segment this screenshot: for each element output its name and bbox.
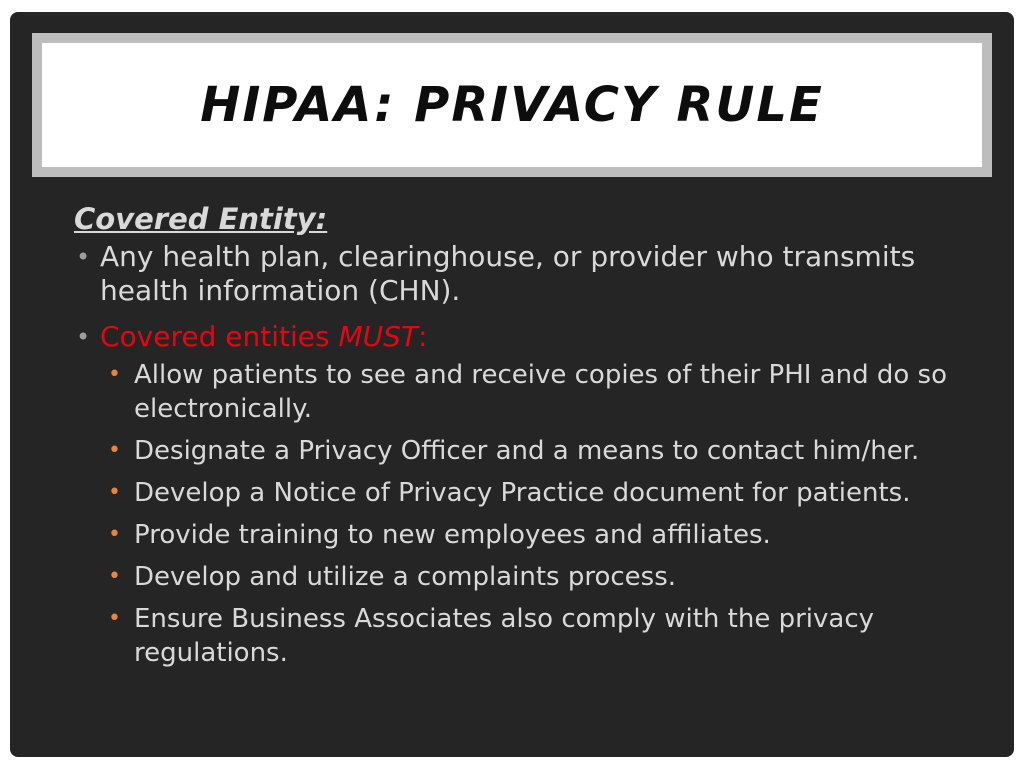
sub-bullet-icon: • <box>108 480 121 505</box>
sub-bullet-icon: • <box>108 606 121 631</box>
bullet-text: Any health plan, clearinghouse, or provider who transmits health information (CHN). <box>100 240 916 307</box>
bullet-item <box>74 240 1004 308</box>
sub-bullet-icon: • <box>108 438 121 463</box>
bullet-icon: • <box>76 243 91 271</box>
sub-bullet-text: Provide training to new employees and affiliates. <box>134 520 771 550</box>
sub-bullet-item <box>100 476 1004 510</box>
sub-bullet-list <box>100 358 1004 670</box>
sub-bullet-text: Designate a Privacy Officer and a means to contact him/her. <box>134 436 920 466</box>
bullet-icon: • <box>76 323 91 351</box>
bullet-list <box>74 240 1004 670</box>
title-box <box>42 43 982 167</box>
slide-title: HIPAA: PRIVACY RULE <box>200 77 824 133</box>
bullet-item-must <box>74 320 1004 670</box>
sub-bullet-icon: • <box>108 564 121 589</box>
bullet-emphasis: MUST <box>338 320 419 353</box>
sub-bullet-text: Ensure Business Associates also comply with the privacy regulations. <box>134 604 875 668</box>
sub-bullet-item <box>100 358 1004 426</box>
sub-bullet-item <box>100 434 1004 468</box>
title-frame <box>32 33 992 177</box>
slide-content <box>74 200 1004 682</box>
bullet-suffix: : <box>418 320 428 353</box>
bullet-text: Covered entities <box>100 320 339 353</box>
sub-bullet-item <box>100 560 1004 594</box>
sub-bullet-item <box>100 518 1004 552</box>
slide <box>10 12 1014 757</box>
sub-bullet-text: Develop a Notice of Privacy Practice document for patients. <box>134 478 911 508</box>
sub-bullet-icon: • <box>108 522 121 547</box>
sub-bullet-icon: • <box>108 362 121 387</box>
section-heading: Covered Entity: <box>74 202 328 236</box>
sub-bullet-item <box>100 602 1004 670</box>
sub-bullet-text: Allow patients to see and receive copies of their PHI and do so electronically. <box>134 360 948 424</box>
sub-bullet-text: Develop and utilize a complaints process. <box>134 562 677 592</box>
